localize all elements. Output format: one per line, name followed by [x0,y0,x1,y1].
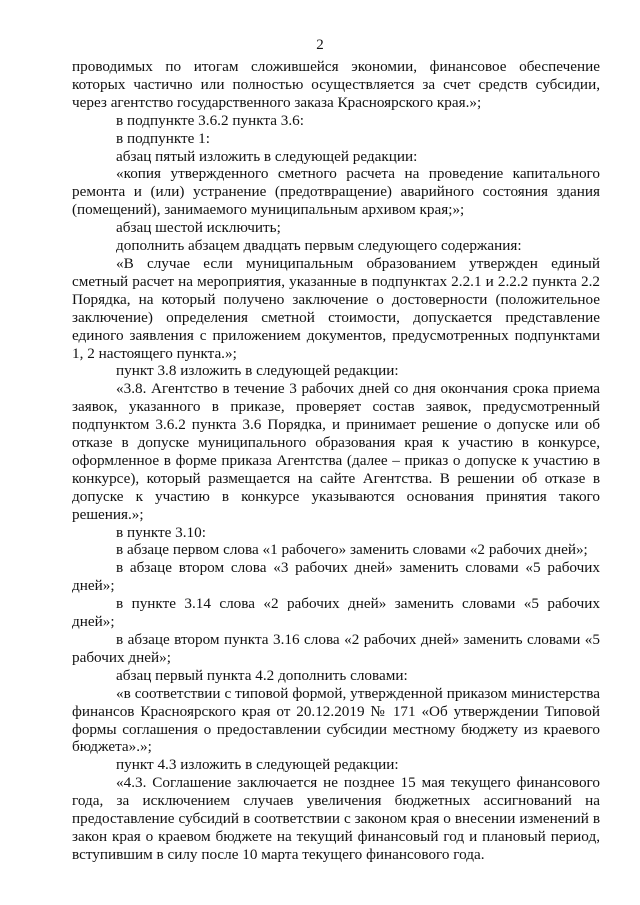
paragraph-p01: проводимых по итогам сложившейся экономии, финансовое обеспечение которых частично или полностью осуществляется за счет средств субсидии, через агентство государственного заказа Красноярского края.»; [72,58,600,111]
paragraph-p08: «В случае если муниципальным образованием утвержден единый сметный расчет на мероприятия, указанные в подпунктах 2.2.1 и 2.2.2 пункта 2.2 Порядка, на который получено заключение о достоверности (положительное заключение) определения сметной стоимости, допускается представление единого заявления с приложением документов, предусмотренных подпунктами 1, 2 настоящего пункта.»; [72,254,600,362]
paragraph-p04: абзац пятый изложить в следующей редакции: [116,147,418,165]
paragraph-p07: дополнить абзацем двадцать первым следующего содержания: [116,237,522,255]
paragraph-p11: в пункте 3.10: [116,523,206,541]
paragraph-p16: абзац первый пункта 4.2 дополнить словами: [116,666,408,684]
paragraph-p06: абзац шестой исключить; [116,219,281,237]
paragraph-p05: «копия утвержденного сметного расчета на проведение капитального ремонта и (или) устранение (предотвращение) аварийного состояния здания (помещений), занимаемого муниципальным архивом края;»; [72,165,600,219]
paragraph-p03: в подпункте 1: [116,129,210,147]
paragraph-p10: «3.8. Агентство в течение 3 рабочих дней со дня окончания срока приема заявок, указанного в приказе, проверяет состав заявок, предусмотренный подпунктом 3.6.2 пункта 3.6 Порядка, и принимает решение о допуске или об отказе в допуске муниципального образования края к участию в конкурсе, оформленное в форме приказа Агентства (далее – приказ о допуске к участию в конкурсе), который размещается на сайте Агентства. В решении об отказе в допуске к участию в конкурсе указываются основания принятия такого решения.»; [72,380,600,523]
paragraph-p13: в абзаце втором слова «3 рабочих дней» заменить словами «5 рабочих дней»; [72,559,600,595]
paragraph-p19: «4.3. Соглашение заключается не позднее 15 мая текущего финансового года, за исключением случаев увеличения бюджетных ассигнований на предоставление субсидий в соответствии с законом края о внесении изменений в закон края о краевом бюджете на текущий финансовый год и плановый период, вступившим в силу после 10 марта текущего финансового года. [72,774,600,863]
page-number: 2 [316,37,324,53]
paragraph-p14: в пункте 3.14 слова «2 рабочих дней» заменить словами «5 рабочих дней»; [72,595,600,631]
paragraph-p02: в подпункте 3.6.2 пункта 3.6: [116,111,304,129]
paragraph-p18: пункт 4.3 изложить в следующей редакции: [116,756,399,774]
paragraph-p15: в абзаце втором пункта 3.16 слова «2 рабочих дней» заменить словами «5 рабочих дней»; [72,631,600,666]
paragraph-p09: пункт 3.8 изложить в следующей редакции: [116,362,399,380]
document-body [72,58,600,864]
paragraph-p17: «в соответствии с типовой формой, утвержденной приказом министерства финансов Красноярского края от 20.12.2019 № 171 «Об утверждении Типовой формы соглашения о предоставлении субсидии местному бюджету из краевого бюджета».»; [72,684,600,756]
paragraph-p12: в абзаце первом слова «1 рабочего» заменить словами «2 рабочих дней»; [116,541,588,559]
